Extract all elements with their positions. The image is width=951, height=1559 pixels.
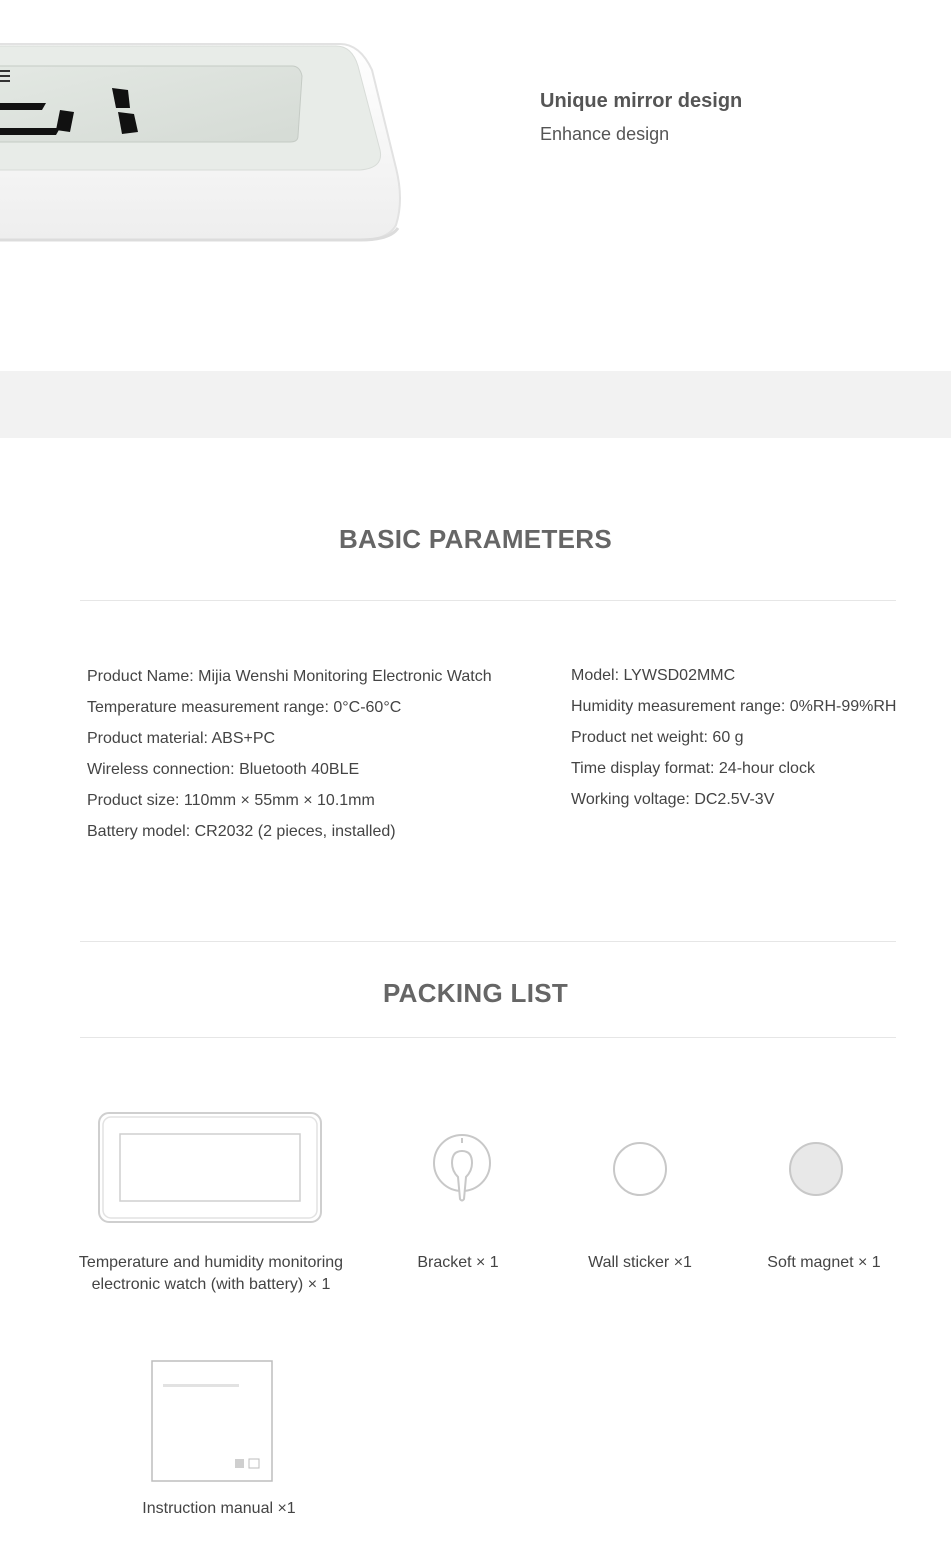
pack-label-line: Temperature and humidity monitoring	[78, 1254, 344, 1271]
pack-item-manual	[151, 1360, 275, 1489]
pack-label-line: Instruction manual ×1	[142, 1500, 296, 1517]
section-divider-band	[0, 371, 951, 438]
param-model: Model: LYWSD02MMC	[571, 667, 736, 684]
wall-sticker-icon	[612, 1141, 668, 1197]
pack-label-bracket	[398, 1252, 518, 1274]
param-temperature-range: Temperature measurement range: 0°C-60°C	[87, 699, 402, 716]
pack-item-soft-magnet	[788, 1141, 844, 1202]
pack-label-line: Wall sticker ×1	[588, 1254, 692, 1271]
packing-heading: PACKING LIST	[382, 978, 569, 1008]
pack-label-manual	[124, 1498, 314, 1520]
pack-label-line: electronic watch (with battery) × 1	[91, 1276, 331, 1293]
parameters-right-column	[571, 667, 896, 822]
hero-subtitle: Enhance design	[540, 124, 670, 144]
pack-item-wall-sticker	[612, 1141, 668, 1202]
pack-item-watch	[98, 1112, 324, 1229]
divider-line	[80, 1037, 896, 1038]
manual-icon	[151, 1360, 275, 1484]
watch-icon	[98, 1112, 324, 1224]
param-material: Product material: ABS+PC	[87, 730, 276, 747]
bracket-icon	[432, 1133, 492, 1205]
pack-label-line: Soft magnet × 1	[767, 1254, 881, 1271]
hero-title: Unique mirror design	[540, 90, 743, 112]
param-battery: Battery model: CR2032 (2 pieces, installed)	[87, 823, 396, 840]
device-illustration	[0, 0, 420, 300]
param-size: Product size: 110mm × 55mm × 10.1mm	[87, 792, 375, 809]
param-net-weight: Product net weight: 60 g	[571, 729, 744, 746]
param-wireless: Wireless connection: Bluetooth 40BLE	[87, 761, 360, 778]
divider-line	[80, 600, 896, 601]
param-product-name: Product Name: Mijia Wenshi Monitoring Electronic Watch	[87, 668, 492, 685]
pack-label-watch	[66, 1252, 356, 1296]
pack-label-soft-magnet	[754, 1252, 894, 1274]
parameters-heading: BASIC PARAMETERS	[338, 524, 612, 554]
pack-label-wall-sticker	[570, 1252, 710, 1274]
pack-label-line: Bracket × 1	[417, 1254, 499, 1271]
divider-line	[80, 941, 896, 942]
param-time-format: Time display format: 24-hour clock	[571, 760, 815, 777]
parameters-left-column	[87, 668, 492, 854]
param-humidity-range: Humidity measurement range: 0%RH-99%RH	[571, 698, 897, 715]
soft-magnet-icon	[788, 1141, 844, 1197]
param-voltage: Working voltage: DC2.5V-3V	[571, 791, 775, 808]
pack-item-bracket	[432, 1133, 492, 1210]
product-image-hero	[0, 0, 420, 300]
